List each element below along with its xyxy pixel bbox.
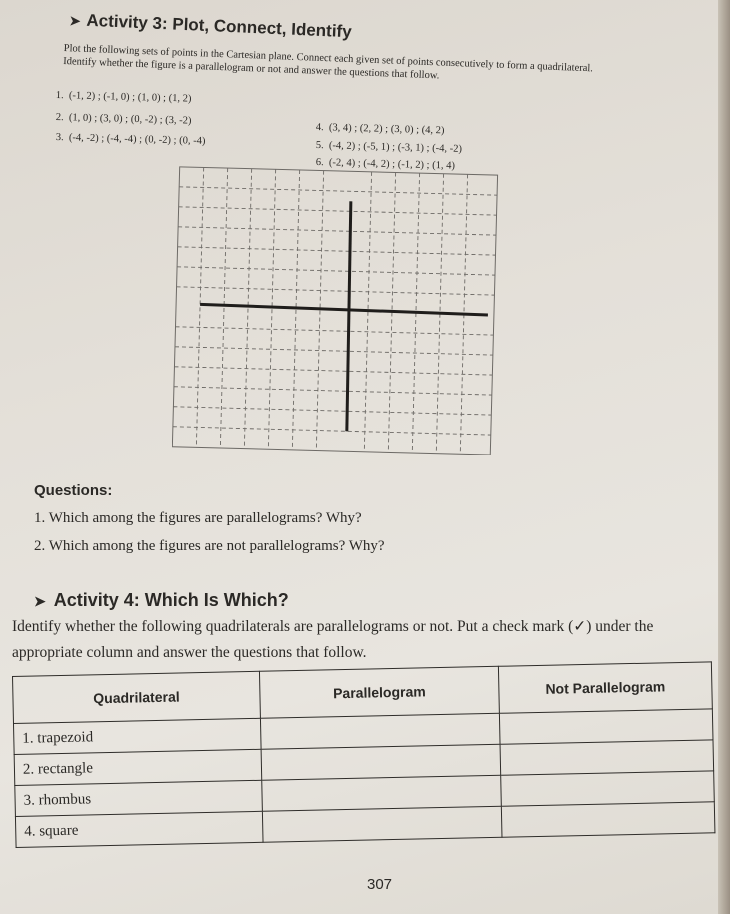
point-set-4: 4. (3, 4) ; (2, 2) ; (3, 0) ; (4, 2)	[315, 122, 445, 137]
quadrilateral-table	[12, 661, 715, 848]
point-set-6: 6. (-2, 4) ; (-4, 2) ; (-1, 2) ; (1, 4)	[315, 157, 456, 172]
header-quadrilateral: Quadrilateral	[13, 671, 261, 723]
arrow-bullet-icon: ➤	[69, 12, 81, 29]
activity3-title: Activity 3: Plot, Connect, Identify	[86, 10, 353, 42]
y-axis	[345, 201, 353, 431]
cartesian-plane-svg	[172, 165, 502, 455]
parallelogram-check-cell[interactable]	[262, 806, 502, 842]
arrow-bullet-icon: ➤	[34, 593, 46, 609]
activity4-instructions: Identify whether the following quadrilaterals are parallelograms or not. Put a check mark (✓) under the appropriate column and answer the questions that follow.	[12, 618, 654, 661]
cartesian-grid	[172, 165, 502, 460]
question-2: 2. Which among the figures are not parallelograms? Why?	[34, 538, 385, 554]
questions-title: Questions:	[34, 482, 113, 499]
point-set-2: 2. (1, 0) ; (3, 0) ; (0, -2) ; (3, -2)	[55, 112, 192, 127]
point-set-5: 5. (-4, 2) ; (-5, 1) ; (-3, 1) ; (-4, -2)	[315, 140, 463, 155]
header-parallelogram: Parallelogram	[259, 666, 499, 718]
x-axis	[200, 304, 488, 315]
activity4-heading	[34, 590, 289, 611]
question-1: 1. Which among the figures are parallelograms? Why?	[34, 510, 362, 526]
page-number: 307	[367, 876, 393, 893]
header-not-parallelogram: Not Parallelogram	[498, 662, 712, 713]
not-parallelogram-check-cell[interactable]	[499, 709, 713, 744]
grid-border	[172, 167, 497, 455]
grid-lines	[172, 167, 497, 455]
activity3-heading	[69, 10, 352, 42]
not-parallelogram-check-cell[interactable]	[501, 771, 715, 806]
not-parallelogram-check-cell[interactable]	[501, 802, 715, 837]
activity4-title: Activity 4: Which Is Which?	[53, 590, 289, 610]
parallelogram-check-cell[interactable]	[262, 775, 502, 811]
parallelogram-check-cell[interactable]	[261, 744, 501, 780]
row-label: 4. square	[15, 811, 263, 847]
not-parallelogram-check-cell[interactable]	[500, 740, 714, 775]
point-set-3: 3. (-4, -2) ; (-4, -4) ; (0, -2) ; (0, -4)	[55, 132, 206, 147]
point-set-1: 1. (-1, 2) ; (-1, 0) ; (1, 0) ; (1, 2)	[55, 90, 192, 105]
row-label: 3. rhombus	[15, 780, 263, 816]
activity3-instructions: Plot the following sets of points in the Cartesian plane. Connect each given set of points consecutively to form a quadrilateral. Identify whether the figure is a parallelogram or not and answer the questions that follow.	[63, 42, 594, 82]
row-label: 2. rectangle	[14, 749, 262, 785]
page-edge	[718, 0, 730, 914]
parallelogram-check-cell[interactable]	[260, 713, 500, 749]
row-label: 1. trapezoid	[13, 718, 261, 754]
